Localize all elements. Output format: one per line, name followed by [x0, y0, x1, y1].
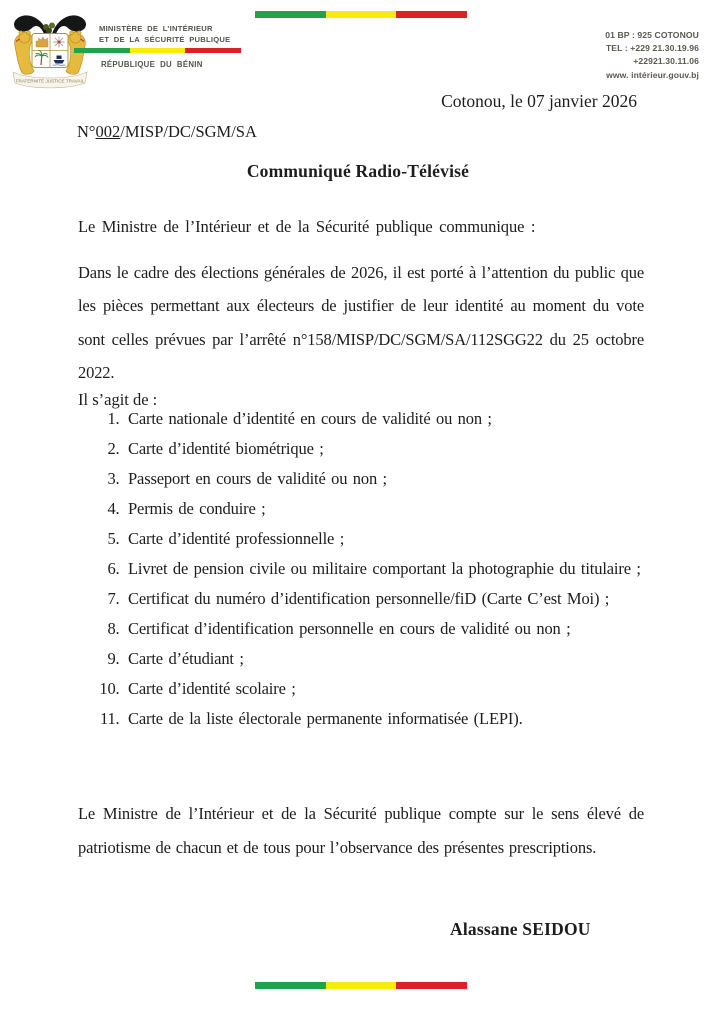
body-paragraph: Dans le cadre des élections générales de 2026, il est porté à l’attention du public que les pièces permettant aux électeurs de justifier de leur identité au moment du vote sont celles prévues par l’arrêté n°158/MISP/DC/SGM/SA/112SGG22 du 25 octobre 2022. [78, 262, 644, 382]
coat-of-arms-motto: FRATERNITÉ JUSTICE TRAVAIL [15, 78, 85, 84]
flag-yellow-segment [326, 11, 397, 18]
identity-documents-list [78, 405, 691, 735]
intro-paragraph: Le Ministre de l’Intérieur et de la Sécurité publique communique : [78, 216, 536, 236]
ministry-name [99, 23, 259, 45]
republic-label: RÉPUBLIQUE DU BÉNIN [101, 60, 203, 69]
contact-phone-2: +22921.30.11.06 [633, 56, 699, 67]
flag-green-segment [255, 11, 326, 18]
list-item: 11. Carte de la liste électorale permanente informatisée (LEPI). [125, 705, 691, 733]
reference-number [77, 122, 257, 142]
list-item: 1. Carte nationale d’identité en cours de validité ou non ; [125, 405, 691, 433]
shield-icon [32, 34, 68, 68]
contact-address: 01 BP : 925 COTONOU [605, 30, 699, 40]
signatory-name: Alassane SEIDOU [450, 919, 591, 939]
reference-prefix: N° [77, 122, 96, 141]
contact-website: www. intérieur.gouv.bj [606, 69, 699, 80]
reference-digits: 002 [95, 122, 121, 141]
right-horn-icon [52, 15, 86, 34]
flag-red-segment [185, 48, 241, 53]
list-item: 10. Carte d’identité scolaire ; [125, 675, 691, 703]
list-item: 2. Carte d’identité biométrique ; [125, 435, 691, 463]
flag-red-segment [396, 982, 467, 989]
list-item: 4. Permis de conduire ; [125, 495, 691, 523]
contact-block [605, 29, 699, 82]
left-leopard-icon [15, 31, 34, 74]
left-horn-icon [14, 15, 48, 34]
top-flag-bar [255, 11, 467, 18]
list-intro: Il s’agit de : [78, 389, 158, 409]
ministry-name-line2: ET DE LA SÉCURITÉ PUBLIQUE [99, 35, 231, 44]
ministry-name-line1: MINISTÈRE DE L’INTÉRIEUR [99, 24, 213, 33]
list-item: 5. Carte d’identité professionnelle ; [125, 525, 691, 553]
list-item: 7. Certificat du numéro d’identification personnelle/fiD (Carte C’est Moi) ; [125, 585, 691, 613]
dateline: Cotonou, le 07 janvier 2026 [441, 91, 637, 111]
reference-suffix: /MISP/DC/SGM/SA [120, 122, 257, 141]
list-item: 6. Livret de pension civile ou militaire comportant la photographie du titulaire ; [125, 555, 691, 583]
footer-flag-bar [255, 982, 467, 989]
flag-green-segment [255, 982, 326, 989]
header-flag-bar [74, 48, 241, 53]
flag-yellow-segment [130, 48, 186, 53]
closing-paragraph: Le Ministre de l’Intérieur et de la Sécurité publique compte sur le sens élevé de patriotisme de chacun et de tous pour l’observance des présentes prescriptions. [78, 803, 644, 857]
list-item: 9. Carte d’étudiant ; [125, 645, 691, 673]
list-item: 3. Passeport en cours de validité ou non ; [125, 465, 691, 493]
contact-phone-1: TEL : +229 21.30.19.96 [605, 43, 699, 54]
flag-green-segment [74, 48, 130, 53]
flag-yellow-segment [326, 982, 397, 989]
document-title: Communiqué Radio-Télévisé [246, 161, 470, 181]
flag-red-segment [396, 11, 467, 18]
list-item: 8. Certificat d’identification personnelle en cours de validité ou non ; [125, 615, 691, 643]
